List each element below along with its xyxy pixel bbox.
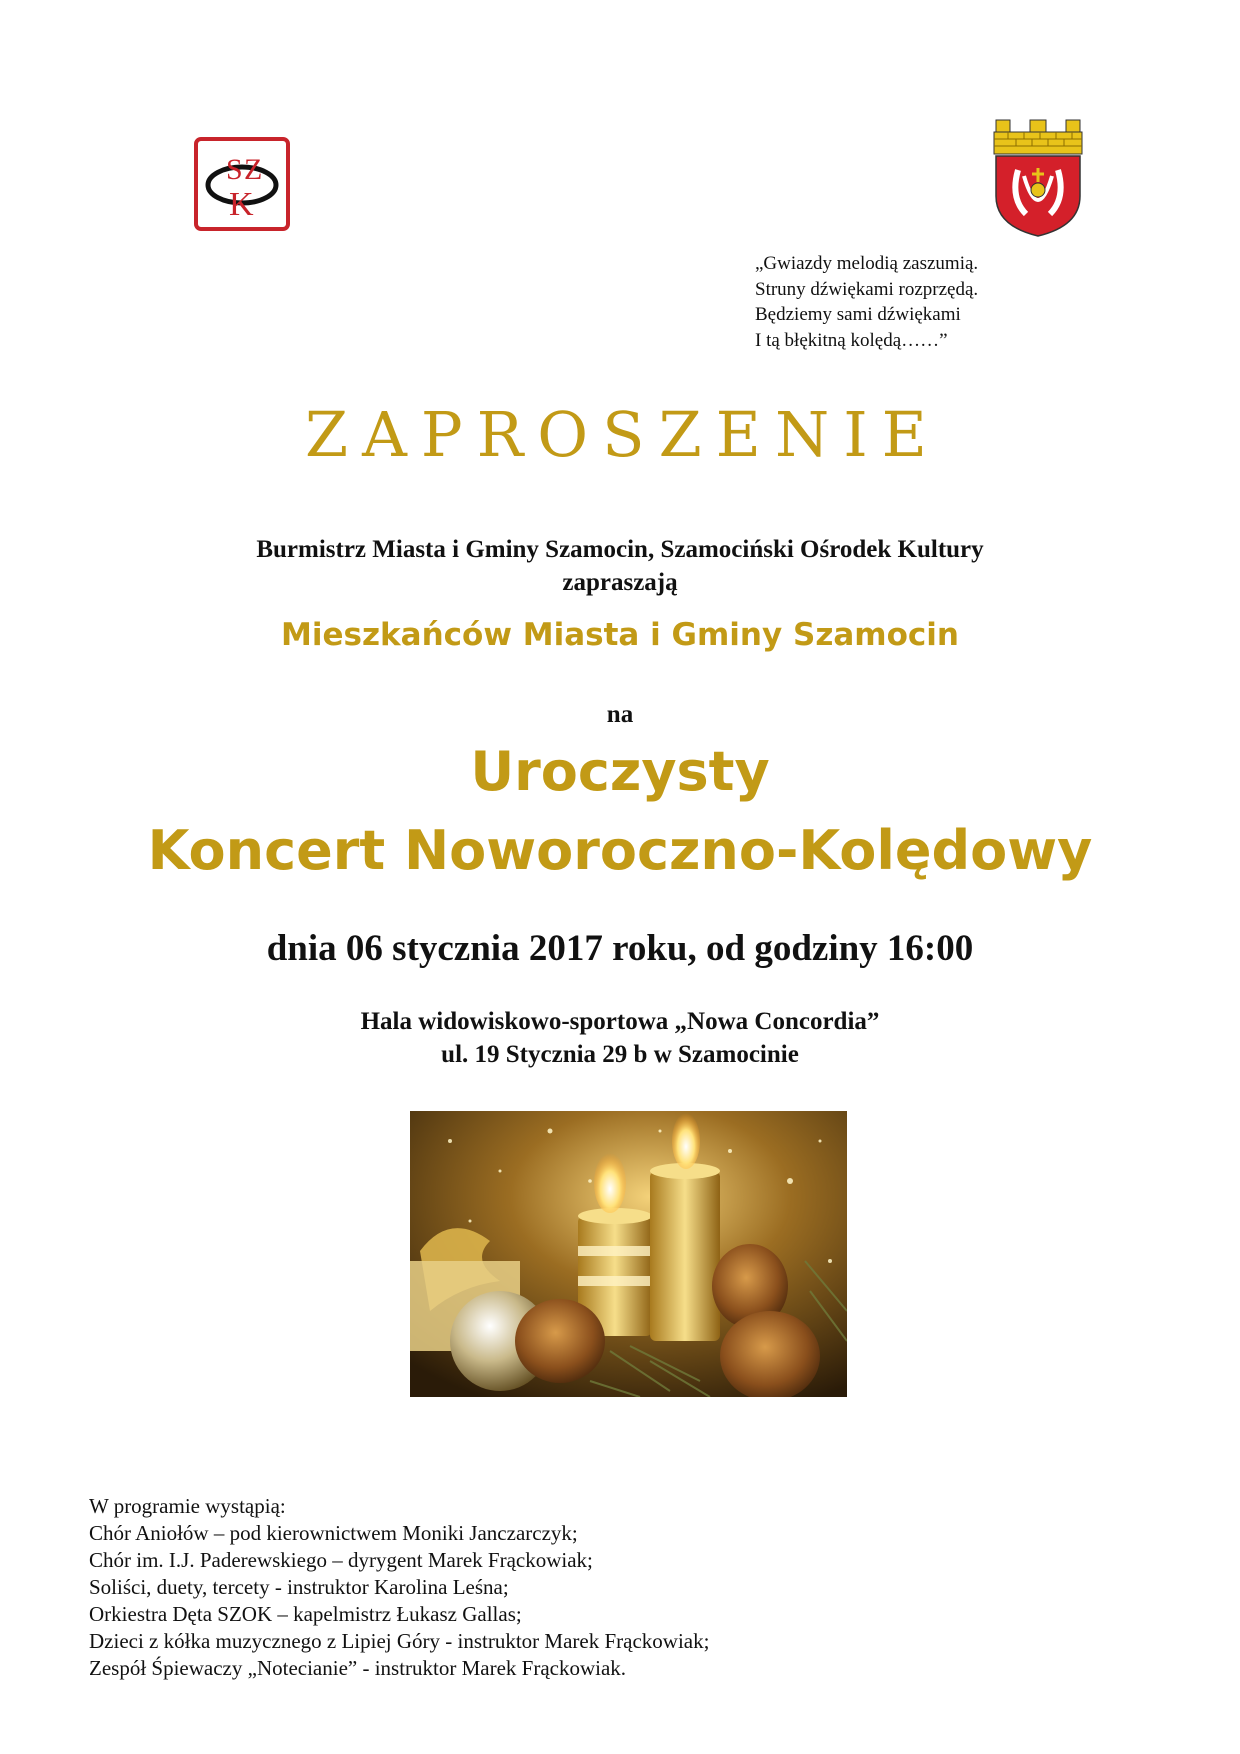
- hosts-verb: zapraszają: [562, 569, 678, 596]
- poem: [755, 251, 1055, 353]
- venue-address: ul. 19 Stycznia 29 b w Szamocinie: [441, 1041, 799, 1068]
- invitation-title: ZAPROSZENIE: [305, 398, 941, 471]
- poem-line: I tą błękitną kolędą……”: [755, 329, 948, 351]
- svg-text:S: S: [226, 153, 243, 186]
- event-title-line2: Koncert Noworoczno-Kolędowy: [147, 819, 1093, 882]
- program-item: Zespół Śpiewaczy „Notecianie” - instruktor Marek Frąckowiak.: [89, 1656, 627, 1680]
- program-item: Dzieci z kółka muzycznego z Lipiej Góry - instruktor Marek Frąckowiak;: [89, 1629, 710, 1653]
- event-title-line1: Uroczysty: [470, 740, 770, 803]
- audience-line: Mieszkańców Miasta i Gminy Szamocin: [281, 617, 959, 653]
- poem-line: Struny dźwiękami rozprzędą.: [755, 278, 979, 300]
- venue-name: Hala widowiskowo-sportowa „Nowa Concordia”: [360, 1008, 880, 1035]
- svg-text:Z: Z: [244, 153, 263, 186]
- program-item: Orkiestra Dęta SZOK – kapelmistrz Łukasz Gallas;: [89, 1602, 522, 1626]
- svg-text:K: K: [229, 186, 254, 223]
- poem-line: Będziemy sami dźwiękami: [755, 304, 961, 325]
- program-heading: W programie wystąpią:: [89, 1494, 286, 1518]
- szamocin-coat-of-arms-icon: [990, 118, 1086, 238]
- program-item: Chór im. I.J. Paderewskiego – dyrygent Marek Frąckowiak;: [89, 1548, 593, 1572]
- preposition: na: [606, 701, 634, 728]
- christmas-candles-pinecones-image: [410, 1111, 847, 1397]
- program-list: [89, 1493, 1089, 1682]
- hosts-line: Burmistrz Miasta i Gminy Szamocin, Szamociński Ośrodek Kultury: [256, 536, 984, 563]
- szk-logo-icon: [194, 137, 290, 231]
- program-item: Chór Aniołów – pod kierownictwem Moniki Janczarczyk;: [89, 1521, 578, 1545]
- event-datetime: dnia 06 stycznia 2017 roku, od godziny 16:00: [266, 928, 974, 969]
- poem-line: „Gwiazdy melodią zaszumią.: [755, 253, 979, 274]
- program-item: Soliści, duety, tercety - instruktor Karolina Leśna;: [89, 1575, 509, 1599]
